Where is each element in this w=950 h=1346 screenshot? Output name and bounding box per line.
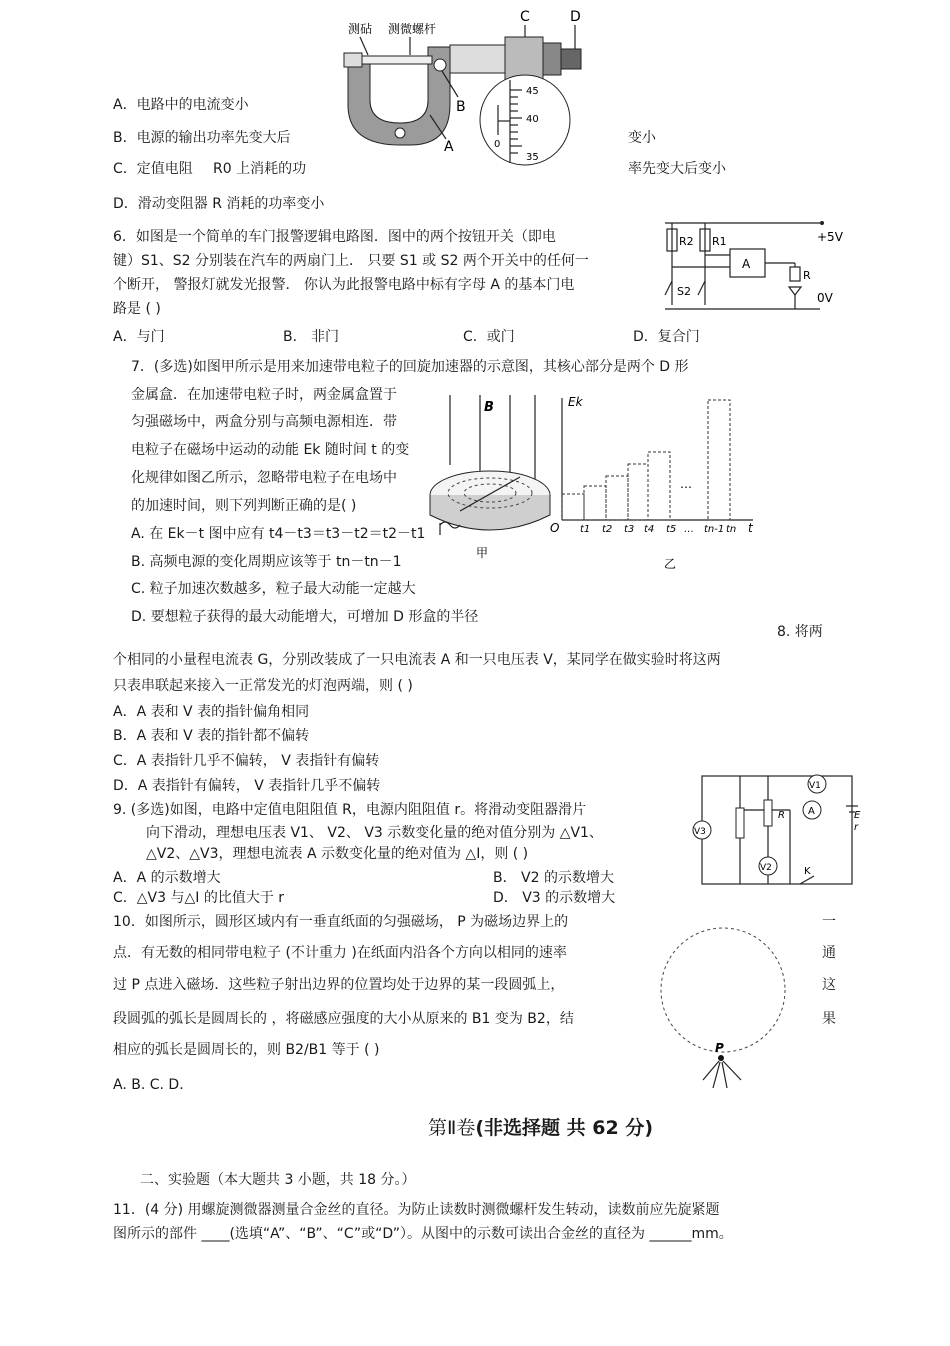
q7-line-1: 7．(多选)如图甲所示是用来加速带电粒子的回旋加速器的示意图，其核心部分是两个 D 形 (131, 359, 689, 375)
q5-option-a: A．电路中的电流变小 (113, 97, 249, 113)
q9-option-c: C．△V3 与△I 的比值大于 r (113, 890, 285, 906)
switch-k-label: K (804, 866, 811, 877)
q5-option-b-part2: 变小 (628, 130, 656, 146)
q6-line-2: 键）S1、S2 分别装在汽车的两扇门上． 只要 S1 或 S2 两个开关中的任何一 (113, 253, 589, 269)
scale-35: 35 (526, 152, 539, 163)
q10-options: A. B. C. D． (113, 1077, 194, 1093)
q10-line-5: 相应的弧长是圆周长的，则 B2/B1 等于 ( ) (113, 1042, 380, 1058)
q10-line-1: 10．如图所示，圆形区域内有一垂直纸面的匀强磁场， P 为磁场边界上的 (113, 914, 569, 930)
time-tick-label: … (684, 524, 694, 535)
ek-step-2 (584, 486, 606, 520)
q5-option-b-part1: B．电源的输出功率先变大后 (113, 130, 291, 146)
ek-axis-label: Ek (568, 395, 583, 409)
scale-40: 40 (526, 114, 539, 125)
time-tick-label: t5 (666, 524, 677, 535)
v2-meter-label: V2 (760, 863, 772, 873)
anvil-label: 测砧 (348, 22, 373, 36)
r2-label: R2 (679, 235, 694, 248)
q6-option-a: A．与门 (113, 329, 165, 345)
q10-line-2-end: 通 (822, 945, 836, 961)
scale-zero: 0 (494, 139, 501, 150)
q7-line-5: 化规律如图乙所示，忽略带电粒子在电场中 (131, 470, 397, 486)
figure-jia-label: 甲 (476, 546, 489, 560)
q8-option-b: B．A 表和 V 表的指针都不偏转 (113, 728, 310, 744)
q8-line-1: 个相同的小量程电流表 G，分别改装成了一只电流表 A 和一只电压表 V，某同学在做实验时将这两 (113, 652, 721, 668)
time-tick-label: t3 (624, 524, 635, 535)
q7-line-3: 匀强磁场中，两盒分别与高频电源相连．带 (131, 414, 397, 430)
q9-circuit-figure (690, 770, 865, 892)
t-axis-label: t (748, 521, 753, 535)
q6-option-d: D．复合门 (633, 329, 700, 345)
gate-a-label: A (742, 257, 751, 271)
q10-line-2: 点．有无数的相同带电粒子 (不计重力 )在纸面内沿各个方向以相同的速率 (113, 945, 567, 961)
time-tick-label: t2 (602, 524, 613, 535)
section-2-title: 第Ⅱ卷(非选择题 共 62 分) (428, 1117, 654, 1139)
b-field-label: B (484, 400, 494, 415)
label-c: C (520, 9, 530, 25)
internal-r-label: r (854, 822, 859, 833)
q9-option-a: A．A 的示数增大 (113, 870, 221, 886)
ek-step-5 (648, 452, 670, 520)
s2-label: S2 (677, 285, 691, 298)
time-tick-label: tn (726, 524, 737, 535)
point-p-label: P (715, 1041, 724, 1055)
q6-option-c: C．或门 (463, 329, 515, 345)
plus5v-label: +5V (817, 230, 843, 244)
ek-time-chart (548, 390, 763, 571)
time-tick-label: t4 (644, 524, 655, 535)
cyclotron-figure (420, 385, 560, 565)
q8-option-d: D．A 表指针有偏转， V 表指针几乎不偏转 (113, 778, 381, 794)
q5-option-d: D．滑动变阻器 R 消耗的功率变小 (113, 196, 325, 212)
q9-line-3: △V2、△V3，理想电流表 A 示数变化量的绝对值为 △I，则 ( ) (146, 846, 529, 862)
q9-option-d: D． V3 的示数增大 (493, 890, 616, 906)
q10-line-3-end: 这 (822, 977, 836, 993)
ellipsis-label: … (680, 477, 692, 491)
label-b: B (456, 99, 466, 115)
q8-option-a: A．A 表和 V 表的指针偏角相同 (113, 704, 310, 720)
q10-line-1-end: 一 (822, 914, 836, 930)
q11-line-2: 图所示的部件 ____(选填“A”、“B”、“C”或“D”）。从图中的示数可读出合金丝的直径为 ______mm。 (113, 1226, 733, 1242)
origin-label: O (550, 521, 560, 535)
q7-line-6: 的加速时间，则下列判断正确的是( ) (131, 498, 357, 514)
ammeter-label: A (808, 806, 815, 817)
micrometer-figure (330, 5, 600, 170)
q9-option-b: B． V2 的示数增大 (493, 870, 614, 886)
q6-line-1: 6．如图是一个简单的车门报警逻辑电路图．图中的两个按钮开关（即电 (113, 229, 556, 245)
q9-line-1: 9. (多选)如图，电路中定值电阻阻值 R，电源内阻阻值 r。将滑动变阻器滑片 (113, 802, 587, 818)
q10-line-3: 过 P 点进入磁场．这些粒子射出边界的位置均处于边界的某一段圆弧上， (113, 977, 565, 993)
q7-option-d: D. 要想粒子获得的最大动能增大，可增加 D 形盒的半径 (131, 609, 479, 625)
q8-line-0: 8. 将两 (777, 624, 823, 640)
q8-line-2: 只表串联起来接入一正常发光的灯泡两端，则 ( ) (113, 678, 413, 694)
experiment-heading: 二、实验题（本大题共 3 小题，共 18 分。） (140, 1172, 416, 1188)
v1-meter-label: V1 (809, 781, 821, 791)
label-d: D (570, 9, 581, 25)
q11-line-1: 11．(4 分) 用螺旋测微器测量合金丝的直径。为防止读数时测微螺杆发生转动，读数前应先旋紧题 (113, 1202, 720, 1218)
q6-line-3: 个断开， 警报灯就发光报警． 你认为此报警电路中标有字母 A 的基本门电 (113, 277, 575, 293)
q5-option-c-part2: R0 上消耗的功 (213, 161, 307, 177)
ek-step-4 (628, 464, 648, 520)
scale-45: 45 (526, 86, 539, 97)
r1-label: R1 (712, 235, 727, 248)
alarm-circuit-figure (655, 215, 845, 315)
q10-line-4-end: 果 (822, 1011, 836, 1027)
q5-option-c-part3: 率先变大后变小 (628, 161, 726, 177)
ek-step-1 (562, 494, 584, 520)
q6-option-b: B． 非门 (283, 329, 340, 345)
q6-line-4: 路是 ( ) (113, 301, 161, 317)
spindle-label: 测微螺杆 (388, 22, 437, 36)
q7-line-4: 电粒子在磁场中运动的动能 Ek 随时间 t 的变 (131, 442, 410, 458)
q7-line-2: 金属盒．在加速带电粒子时，两金属盒置于 (131, 387, 397, 403)
q10-line-4: 段圆弧的弧长是圆周长的 ，将磁感应强度的大小从原来的 B1 变为 B2，结 (113, 1011, 574, 1027)
emf-e-label: E (854, 810, 861, 821)
ek-step-6 (708, 400, 730, 520)
v3-meter-label: V3 (694, 827, 706, 837)
time-tick-label: t1 (580, 524, 591, 535)
resistor-r-label: R (778, 810, 785, 821)
time-tick-label: tn-1 (704, 524, 725, 535)
figure-yi-label: 乙 (664, 557, 677, 571)
q7-option-c: C. 粒子加速次数越多，粒子最大动能一定越大 (131, 581, 416, 597)
magnetic-circle-figure (655, 920, 795, 1095)
r-label: R (803, 269, 811, 282)
q9-line-2: 向下滑动，理想电压表 V1、 V2、 V3 示数变化量的绝对值分别为 △V1、 (146, 825, 603, 841)
q5-option-c-part1: C．定值电阻 (113, 161, 193, 177)
ek-step-3 (606, 476, 628, 520)
label-a: A (444, 139, 454, 155)
zero-v-label: 0V (817, 291, 833, 305)
q7-option-b: B. 高频电源的变化周期应该等于 tn－tn－1 (131, 554, 402, 570)
q8-option-c: C．A 表指针几乎不偏转， V 表指针有偏转 (113, 753, 380, 769)
q7-option-a: A. 在 Ek－t 图中应有 t4－t3＝t3－t2＝t2－t1 (131, 526, 426, 542)
